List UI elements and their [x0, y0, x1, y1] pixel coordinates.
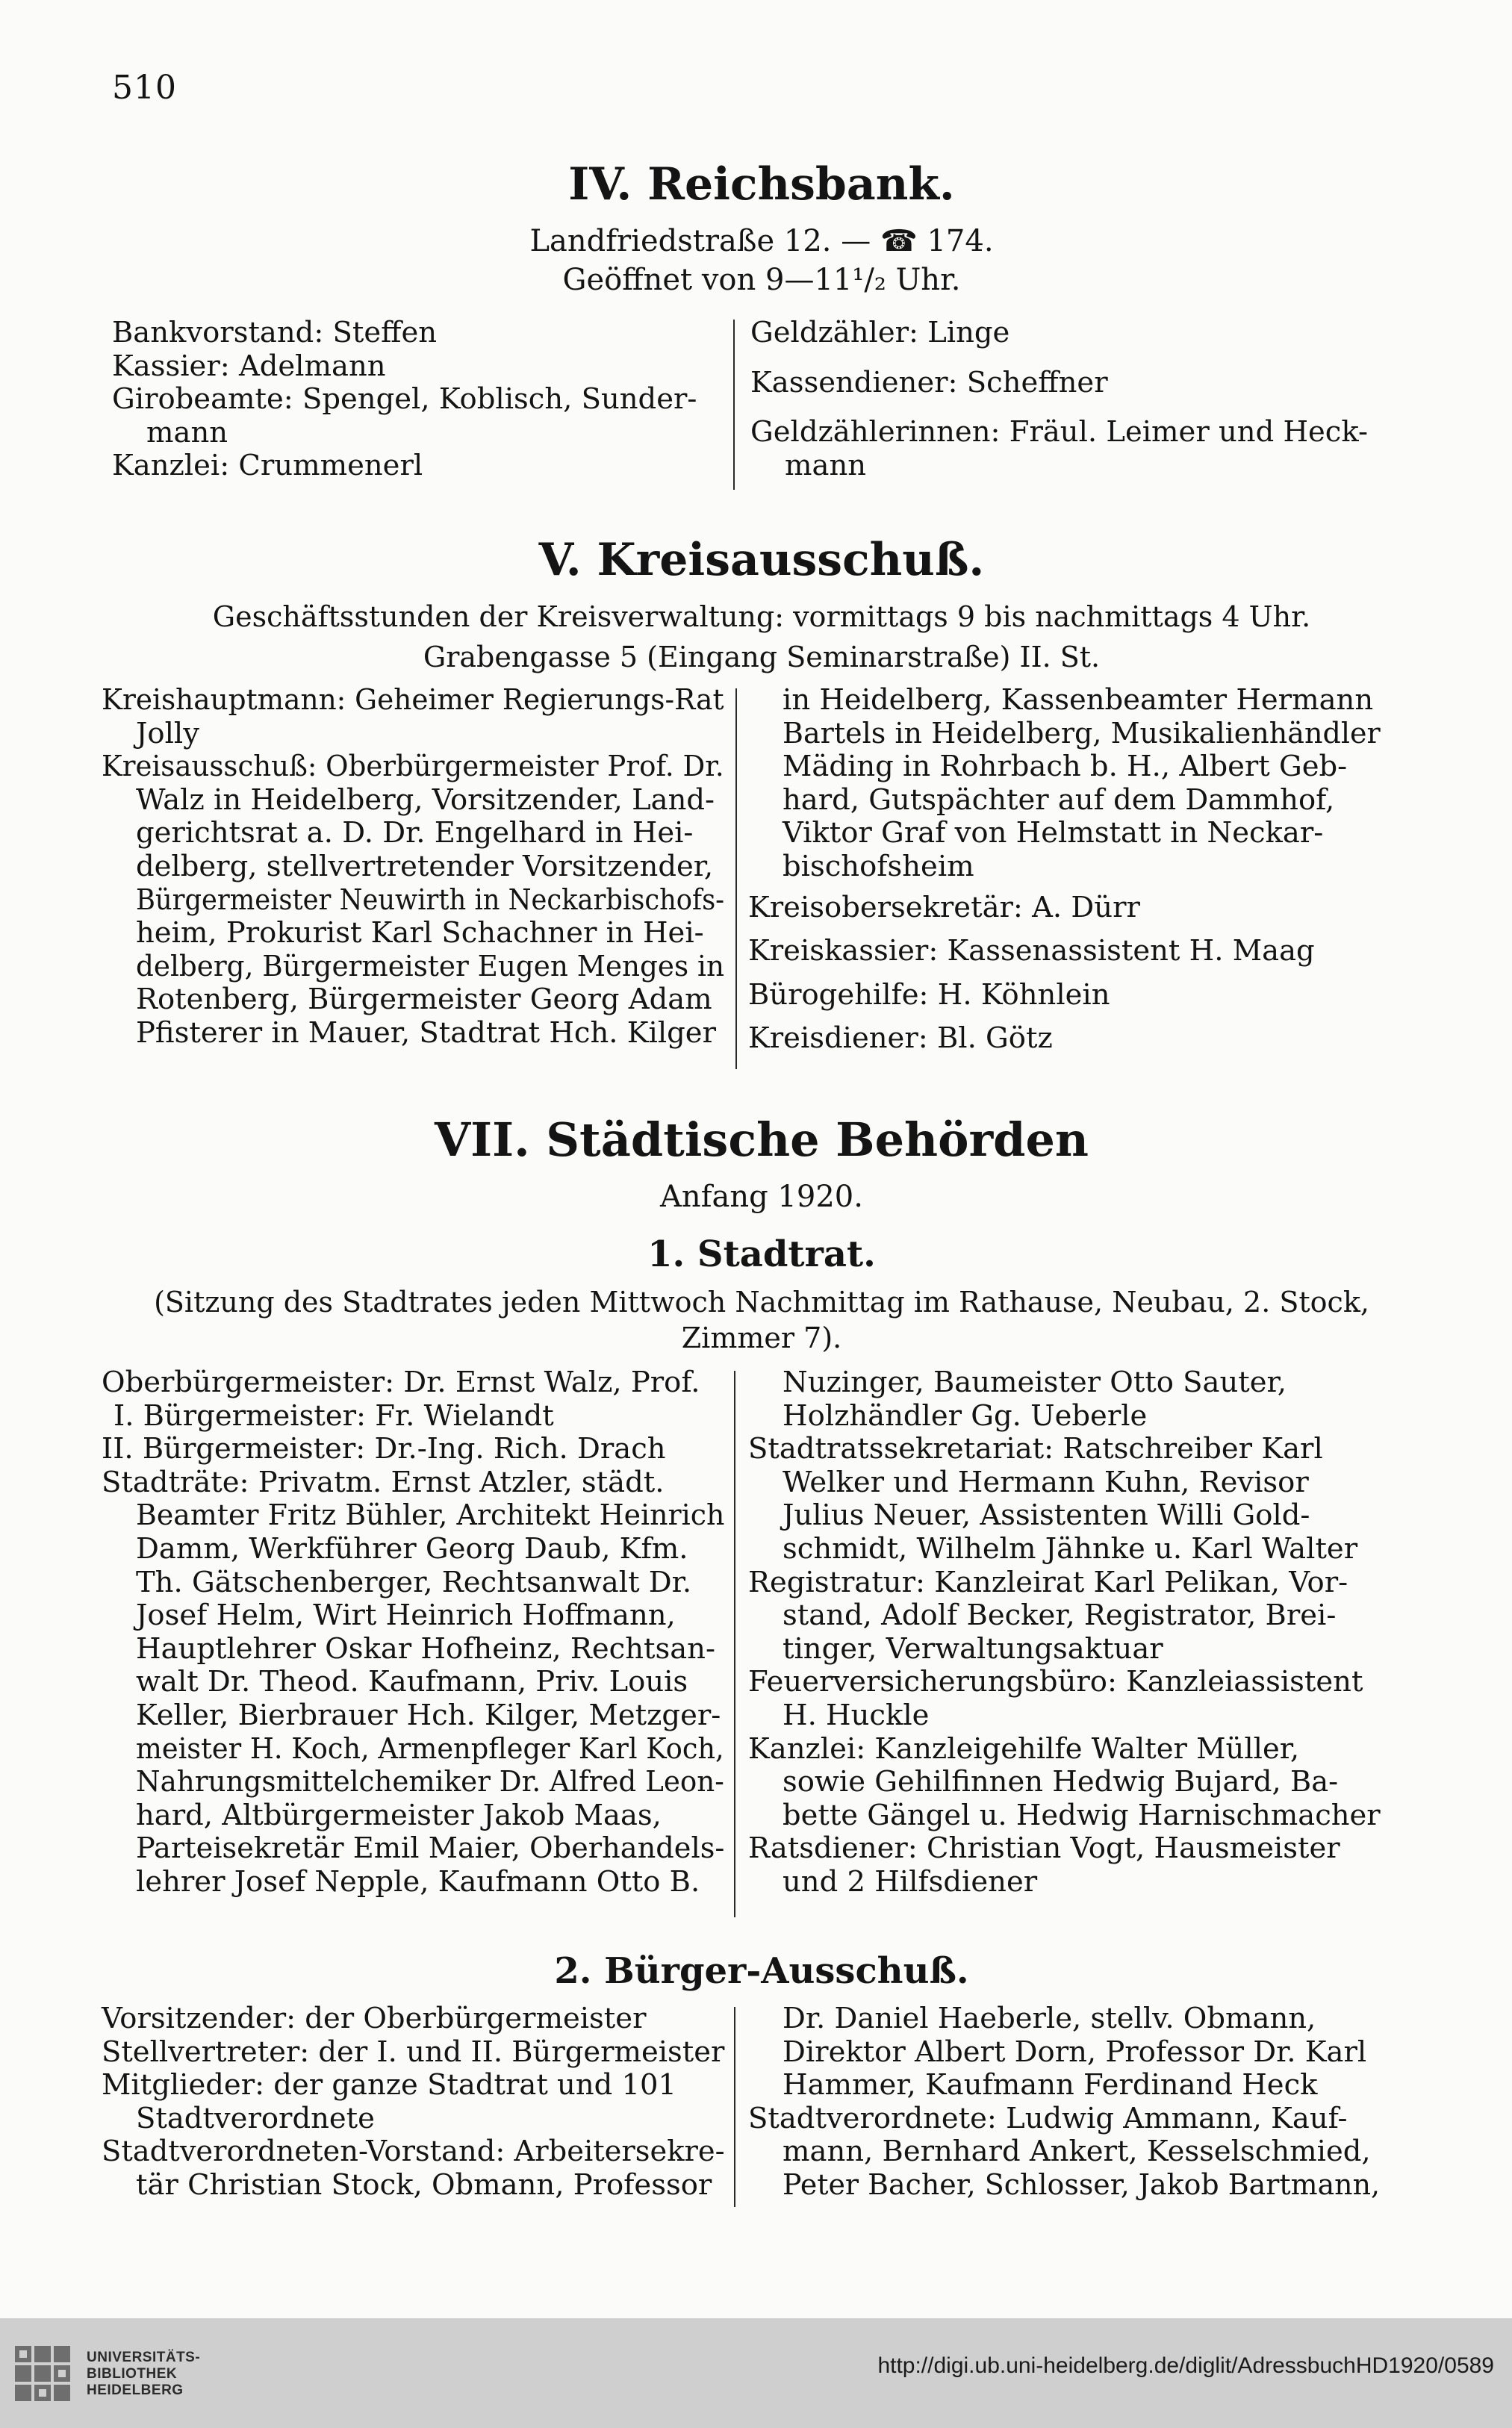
list-item: Stadtverordneten-Vorstand: Arbeitersekre- — [102, 2135, 725, 2169]
list-item: Bankvorstand: Steffen — [112, 316, 438, 349]
list-item: Kanzlei: Kanzleigehilfe Walter Müller, — [748, 1731, 1300, 1766]
list-item: Kassendiener: Scheffner — [750, 365, 1108, 399]
list-item: Jolly — [136, 716, 199, 750]
list-item: Viktor Graf von Helmstatt in Neckar- — [783, 816, 1324, 850]
list-item: I. Bürgermeister: Fr. Wielandt — [113, 1398, 554, 1433]
list-item: Pfisterer in Mauer, Stadtrat Hch. Kilger — [136, 1015, 716, 1050]
list-item: Kreiskassier: Kassenassistent H. Maag — [748, 934, 1315, 968]
list-item: Kreisdiener: Bl. Götz — [748, 1021, 1053, 1056]
column-divider — [734, 2007, 735, 2207]
list-item: Stadtverordnete: Ludwig Ammann, Kauf- — [748, 2101, 1348, 2135]
list-item: Ratsdiener: Christian Vogt, Hausmeister — [748, 1831, 1340, 1866]
buergerausschuss-right-column — [748, 2002, 1380, 2203]
reichsbank-right-column — [750, 317, 1378, 482]
list-item: Rotenberg, Bürgermeister Georg Adam — [136, 983, 712, 1017]
list-item: Girobeamte: Spengel, Koblisch, Sunder- — [112, 382, 697, 417]
heading-staedtische-behoerden: VII. Städtische Behörden — [435, 1112, 1089, 1167]
kreisausschuss-left-column — [102, 684, 724, 1050]
list-item: Kreisobersekretär: A. Dürr — [748, 890, 1140, 924]
list-item: Beamter Fritz Bühler, Architekt Heinrich — [136, 1498, 725, 1533]
list-item: Mitglieder: der ganze Stadtrat und 101 — [102, 2068, 677, 2102]
list-item: Josef Helm, Wirt Heinrich Hoffmann, — [136, 1599, 676, 1633]
list-item: mann — [146, 415, 228, 449]
list-item: delberg, stellvertretender Vorsitzender, — [136, 849, 714, 883]
list-item: walt Dr. Theod. Kaufmann, Priv. Louis — [136, 1665, 688, 1699]
list-item: Stadträte: Privatm. Ernst Atzler, städt. — [102, 1465, 665, 1499]
column-divider — [733, 320, 735, 490]
list-item: in Heidelberg, Kassenbeamter Hermann — [783, 683, 1374, 717]
list-item: mann — [785, 448, 867, 482]
list-item: Julius Neuer, Assistenten Willi Gold- — [783, 1498, 1310, 1533]
source-url-link[interactable]: http://digi.ub.uni-heidelberg.de/diglit/AdressbuchHD1920/0589 — [877, 2353, 1494, 2378]
list-item: tinger, Verwaltungsaktuar — [783, 1631, 1163, 1666]
list-item: Bürgermeister Neuwirth in Neckarbischofs- — [136, 883, 725, 917]
library-logo-icon — [13, 2344, 72, 2403]
stadtrat-left-column — [102, 1366, 724, 1899]
column-divider — [735, 688, 737, 1069]
list-item: Kreisausschuß: Oberbürgermeister Prof. Dr. — [102, 750, 724, 784]
list-item: Registratur: Kanzleirat Karl Pelikan, Vor- — [748, 1565, 1348, 1599]
list-item: Kreishauptmann: Geheimer Regierungs-Rat — [102, 683, 724, 717]
library-name-line: HEIDELBERG — [87, 2382, 184, 2398]
list-item: Dr. Daniel Haeberle, stellv. Obmann, — [783, 2002, 1316, 2035]
stadtrat-right-column — [748, 1366, 1380, 1899]
list-item: Direktor Albert Dorn, Professor Dr. Karl — [783, 2035, 1367, 2069]
kreisausschuss-address: Grabengasse 5 (Eingang Seminarstraße) II. St. — [423, 641, 1101, 673]
list-item: Hauptlehrer Oskar Hofheinz, Rechtsan- — [136, 1631, 715, 1666]
stadtrat-note-cont: Zimmer 7). — [681, 1322, 842, 1354]
list-item: Feuerversicherungsbüro: Kanzleiassistent — [748, 1665, 1363, 1699]
list-item: Geldzählerinnen: Fräul. Leimer und Heck- — [750, 415, 1369, 449]
list-item: gerichtsrat a. D. Dr. Engelhard in Hei- — [136, 816, 694, 850]
list-item: und 2 Hilfsdiener — [783, 1864, 1038, 1899]
list-item: heim, Prokurist Karl Schachner in Hei- — [136, 916, 704, 950]
list-item: stand, Adolf Becker, Registrator, Brei- — [783, 1599, 1337, 1633]
library-name — [87, 2350, 200, 2399]
library-name-line: BIBLIOTHEK — [87, 2366, 178, 2382]
list-item: Kassier: Adelmann — [112, 349, 386, 383]
reichsbank-left-column — [112, 317, 717, 483]
heading-stadtrat: 1. Stadtrat. — [647, 1233, 876, 1275]
list-item: Vorsitzender: der Oberbürgermeister — [102, 2002, 647, 2035]
stadtrat-note: (Sitzung des Stadtrates jeden Mittwoch Nachmittag im Rathause, Neubau, 2. Stock, — [154, 1286, 1369, 1319]
heading-kreisausschuss: V. Kreisausschuß. — [538, 534, 985, 586]
list-item: Nahrungsmittelchemiker Dr. Alfred Leon- — [136, 1765, 724, 1799]
reichsbank-hours: Geöffnet von 9—11¹/₂ Uhr. — [562, 263, 961, 297]
list-item: Keller, Bierbrauer Hch. Kilger, Metzger- — [136, 1698, 721, 1732]
list-item: Kanzlei: Crummenerl — [112, 449, 423, 483]
list-item: Oberbürgermeister: Dr. Ernst Walz, Prof. — [102, 1366, 700, 1399]
list-item: delberg, Bürgermeister Eugen Menges in — [136, 949, 724, 983]
list-item: hard, Gutspächter auf dem Dammhof, — [783, 782, 1335, 817]
library-name-line: UNIVERSITÄTS- — [87, 2350, 201, 2365]
list-item: mann, Bernhard Ankert, Kesselschmied, — [783, 2135, 1371, 2169]
list-item: Peter Bacher, Schlosser, Jakob Bartmann, — [783, 2167, 1381, 2202]
list-item: Geldzähler: Linge — [750, 316, 1010, 349]
list-item: Nuzinger, Baumeister Otto Sauter, — [783, 1366, 1287, 1399]
list-item: Welker und Hermann Kuhn, Revisor — [783, 1465, 1309, 1499]
list-item: Stellvertreter: der I. und II. Bürgermeister — [102, 2035, 725, 2069]
heading-reichsbank: IV. Reichsbank. — [568, 158, 955, 211]
list-item: bischofsheim — [783, 849, 974, 883]
list-item: Parteisekretär Emil Maier, Oberhandels- — [136, 1831, 725, 1866]
list-item: Stadtverordnete — [136, 2101, 375, 2135]
buergerausschuss-left-column — [102, 2002, 724, 2203]
list-item: Mäding in Rohrbach b. H., Albert Geb- — [783, 750, 1348, 784]
list-item: hard, Altbürgermeister Jakob Maas, — [136, 1798, 662, 1832]
list-item: Holzhändler Gg. Ueberle — [783, 1398, 1148, 1433]
list-item: H. Huckle — [783, 1698, 930, 1732]
list-item: Damm, Werkführer Georg Daub, Kfm. — [136, 1531, 688, 1566]
list-item: schmidt, Wilhelm Jähnke u. Karl Walter — [783, 1531, 1358, 1566]
list-item: Stadtratssekretariat: Ratschreiber Karl — [748, 1432, 1323, 1466]
list-item: II. Bürgermeister: Dr.-Ing. Rich. Drach — [102, 1432, 666, 1466]
list-item: lehrer Josef Nepple, Kaufmann Otto B. — [136, 1864, 700, 1899]
page-number: 510 — [112, 69, 177, 107]
list-item: sowie Gehilfinnen Hedwig Bujard, Ba- — [783, 1765, 1339, 1799]
list-item: Bürogehilfe: H. Köhnlein — [748, 977, 1110, 1012]
column-divider — [734, 1371, 735, 1917]
list-item: meister H. Koch, Armenpfleger Karl Koch, — [136, 1731, 724, 1766]
list-item: Bartels in Heidelberg, Musikalienhändler — [783, 716, 1381, 750]
reichsbank-address: Landfriedstraße 12. — ☎ 174. — [529, 224, 994, 258]
list-item: Th. Gätschenberger, Rechtsanwalt Dr. — [136, 1565, 692, 1599]
heading-buergerausschuss: 2. Bürger-Ausschuß. — [554, 1950, 969, 1992]
kreisausschuss-hours: Geschäftsstunden der Kreisverwaltung: vormittags 9 bis nachmittags 4 Uhr. — [212, 600, 1311, 633]
list-item: tär Christian Stock, Obmann, Professor — [136, 2167, 712, 2202]
list-item: bette Gängel u. Hedwig Harnischmacher — [783, 1798, 1381, 1832]
list-item: Hammer, Kaufmann Ferdinand Heck — [783, 2068, 1318, 2102]
staedtische-date: Anfang 1920. — [660, 1180, 863, 1214]
list-item: Walz in Heidelberg, Vorsitzender, Land- — [136, 782, 715, 817]
kreisausschuss-right-column — [748, 684, 1380, 1056]
